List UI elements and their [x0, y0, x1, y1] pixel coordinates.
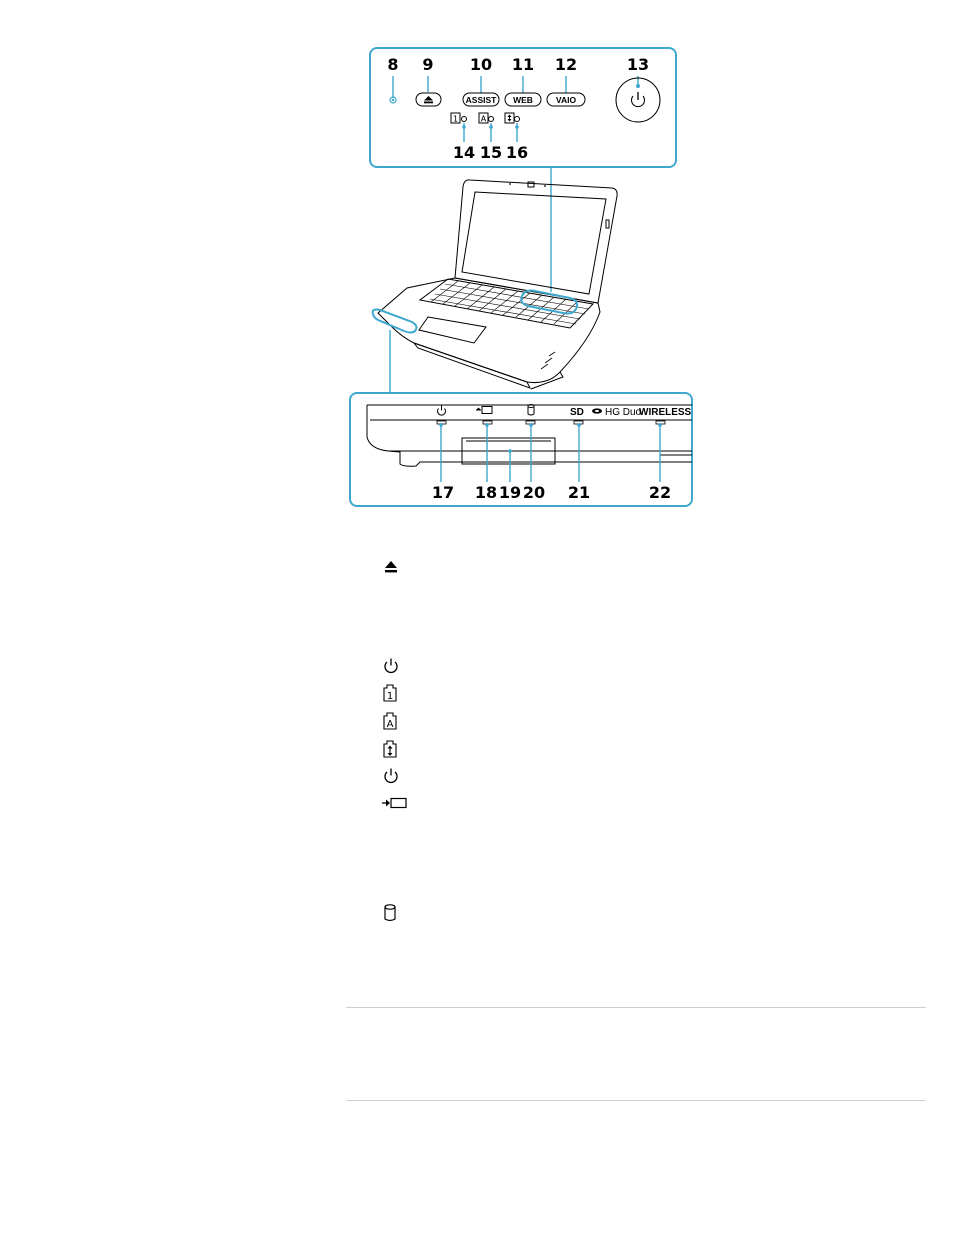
- label-21: 21: [567, 483, 591, 502]
- label-20: 20: [522, 483, 546, 502]
- label-8: 8: [387, 55, 399, 74]
- label-14: 14: [452, 143, 476, 162]
- label-13: 13: [626, 55, 650, 74]
- caps-lock-lamp-icon: [479, 113, 494, 124]
- svg-text:1: 1: [386, 691, 394, 702]
- scroll-lock-lamp-icon: [505, 113, 520, 123]
- svg-text:VAIO: VAIO: [555, 94, 577, 105]
- svg-text:1: 1: [452, 114, 459, 124]
- label-17: 17: [431, 483, 455, 502]
- num-lock-icon: [381, 684, 403, 702]
- eject-button: [416, 93, 441, 106]
- label-15: 15: [479, 143, 503, 162]
- label-11: 11: [511, 55, 535, 74]
- caps-lock-icon: [381, 712, 403, 730]
- laptop-illustration: [378, 180, 617, 389]
- front-charge-icon: [476, 407, 492, 414]
- label-16: 16: [505, 143, 529, 162]
- label-18: 18: [474, 483, 498, 502]
- section-divider-bottom: [346, 1100, 926, 1101]
- eject-icon: [381, 558, 403, 576]
- svg-text:WEB: WEB: [513, 94, 533, 105]
- wireless-label: WIRELESS: [639, 407, 692, 418]
- charge-icon: [381, 794, 411, 812]
- front-disk-icon: [528, 405, 534, 416]
- scroll-lock-icon: [381, 740, 403, 758]
- svg-text:A: A: [386, 719, 394, 730]
- disk-drive-icon: [381, 904, 403, 922]
- label-19: 19: [498, 483, 522, 502]
- section-divider-top: [346, 1007, 926, 1008]
- num-lock-lamp-icon: [451, 113, 467, 124]
- memory-stick-icon: [592, 408, 602, 413]
- web-button: [505, 93, 541, 106]
- power-icon: [381, 767, 403, 785]
- assist-button: [463, 93, 499, 106]
- svg-text:A: A: [480, 114, 487, 124]
- power-button: [616, 78, 660, 122]
- label-10: 10: [469, 55, 493, 74]
- power-icon: [381, 657, 403, 675]
- hg-duo-label: HG Duo: [605, 407, 642, 418]
- svg-text:ASSIST: ASSIST: [465, 94, 497, 105]
- vaio-button: [547, 93, 585, 106]
- laptop-diagram: [0, 0, 954, 530]
- label-22: 22: [648, 483, 672, 502]
- label-9: 9: [422, 55, 434, 74]
- front-power-icon: [438, 406, 446, 416]
- sd-label: SD: [570, 407, 584, 418]
- label-12: 12: [554, 55, 578, 74]
